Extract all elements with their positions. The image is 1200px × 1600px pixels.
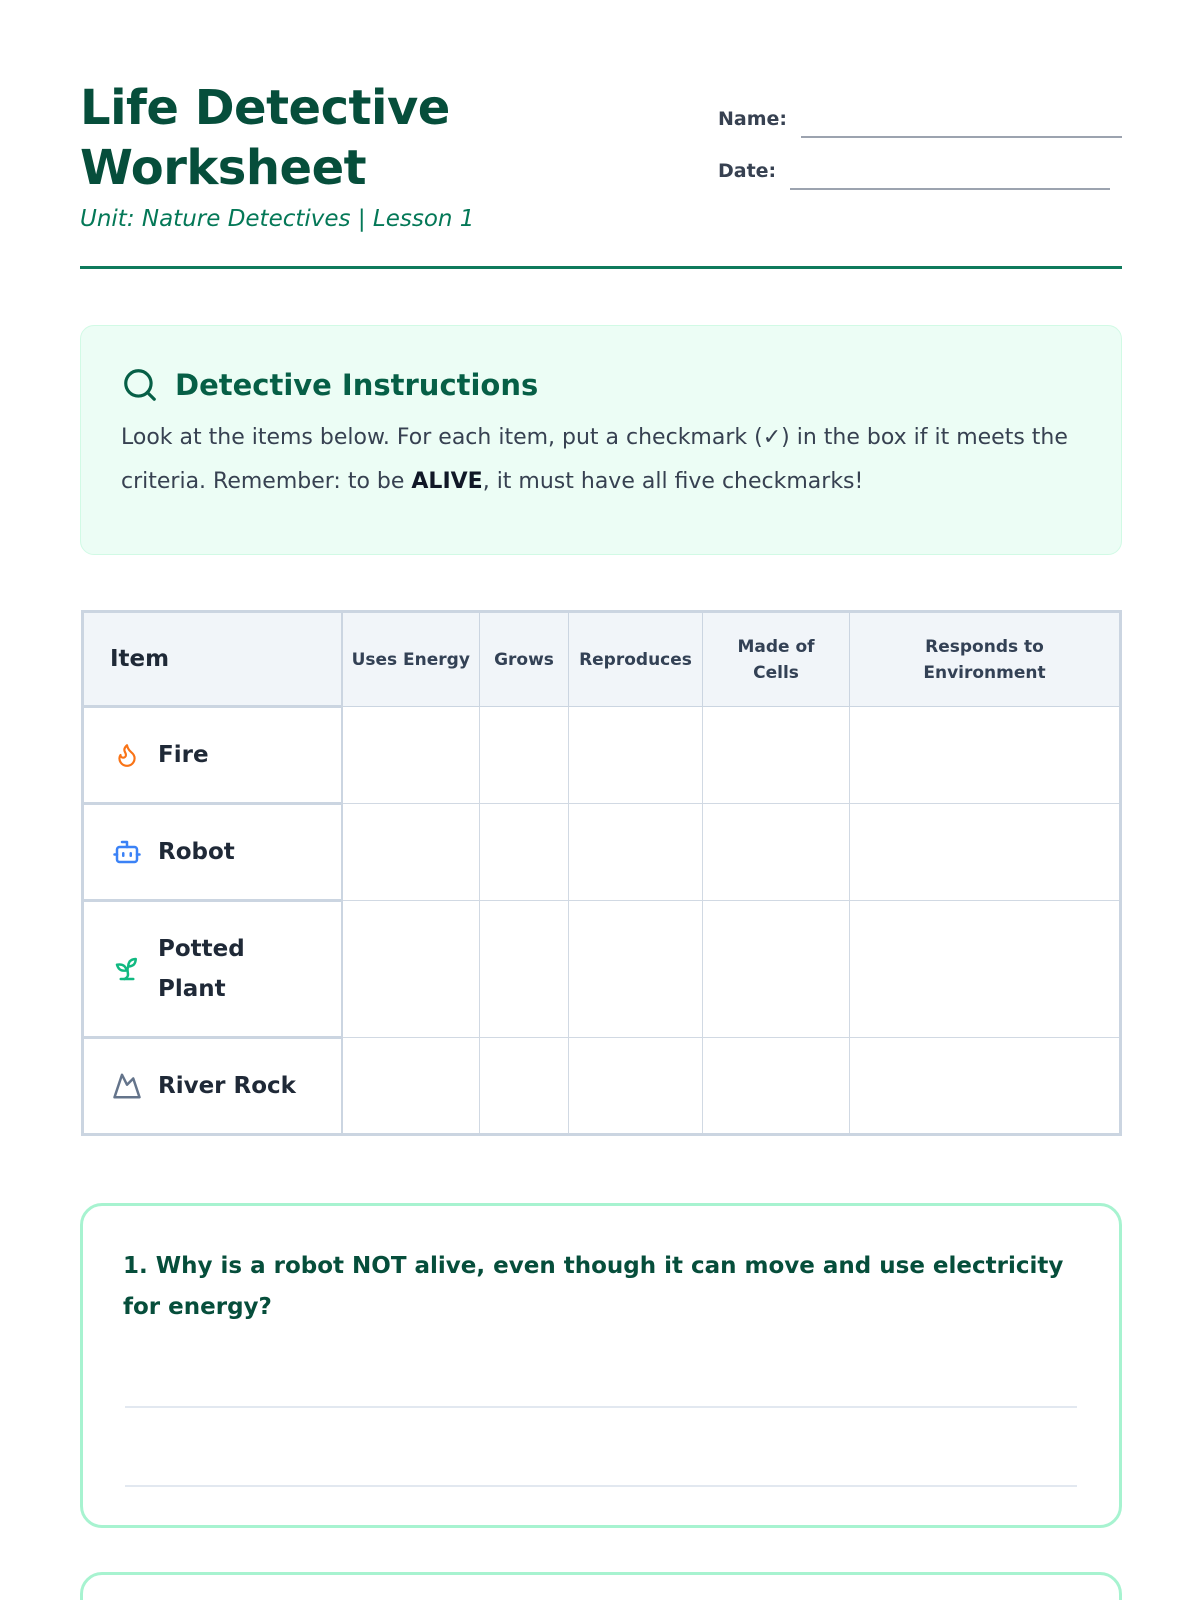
date-field[interactable] xyxy=(790,150,1110,190)
check-cell[interactable] xyxy=(703,804,850,901)
instructions-text xyxy=(121,416,1081,504)
item-robot xyxy=(112,832,341,872)
column-header-responds: Responds to Environment xyxy=(850,612,1121,707)
check-cell[interactable] xyxy=(342,804,480,901)
instructions-panel xyxy=(80,325,1122,555)
mountain-icon xyxy=(112,1071,142,1101)
check-cell[interactable] xyxy=(342,901,480,1038)
instructions-alive-emphasis: ALIVE xyxy=(411,469,483,494)
check-cell[interactable] xyxy=(850,901,1121,1038)
name-label: Name: xyxy=(718,108,788,130)
item-cell-fire xyxy=(83,707,342,804)
item-name: Robot xyxy=(158,839,235,865)
date-label: Date: xyxy=(718,160,777,182)
column-header-uses-energy: Uses Energy xyxy=(342,612,480,707)
check-cell[interactable] xyxy=(703,1038,850,1135)
flame-icon xyxy=(112,740,142,770)
check-cell[interactable] xyxy=(703,707,850,804)
name-row xyxy=(718,86,1122,138)
item-name: River Rock xyxy=(158,1073,296,1099)
item-cell-river-rock xyxy=(83,1038,342,1135)
instructions-text-before: Look at the items below. For each item, put a checkmark (✓) in the box if it meets the criteria. Remember: to be xyxy=(121,425,1068,494)
column-header-made-of-cells: Made of Cells xyxy=(703,612,850,707)
check-cell[interactable] xyxy=(480,1038,569,1135)
check-cell[interactable] xyxy=(850,1038,1121,1135)
table-row xyxy=(83,1038,1121,1135)
table-row xyxy=(83,707,1121,804)
item-name: Fire xyxy=(158,742,209,768)
item-cell-potted-plant xyxy=(83,901,342,1038)
instructions-heading xyxy=(121,366,1081,404)
life-criteria-table xyxy=(81,610,1122,1136)
item-name: Potted Plant xyxy=(158,936,245,1002)
check-cell[interactable] xyxy=(342,707,480,804)
page-title: Life Detective Worksheet xyxy=(80,80,450,196)
table-row xyxy=(83,804,1121,901)
check-cell[interactable] xyxy=(569,901,703,1038)
question-text: 1. Why is a robot NOT alive, even though it can move and use electricity for energy? xyxy=(123,1253,1064,1320)
answer-line[interactable] xyxy=(125,1406,1077,1408)
check-cell[interactable] xyxy=(850,707,1121,804)
table-header-row xyxy=(83,612,1121,707)
item-river-rock xyxy=(112,1066,341,1106)
check-cell[interactable] xyxy=(342,1038,480,1135)
question-box-2 xyxy=(80,1572,1122,1600)
name-field[interactable] xyxy=(801,98,1122,138)
check-cell[interactable] xyxy=(480,901,569,1038)
column-header-item: Item xyxy=(83,612,342,707)
worksheet-header xyxy=(80,78,1122,232)
column-header-grows: Grows xyxy=(480,612,569,707)
instructions-text-after: , it must have all five checkmarks! xyxy=(482,469,864,494)
table-row xyxy=(83,901,1121,1038)
check-cell[interactable] xyxy=(703,901,850,1038)
check-cell[interactable] xyxy=(569,707,703,804)
item-fire xyxy=(112,735,341,775)
student-info xyxy=(718,86,1122,190)
header-divider xyxy=(80,266,1122,269)
check-cell[interactable] xyxy=(480,707,569,804)
robot-icon xyxy=(112,837,142,867)
check-cell[interactable] xyxy=(850,804,1121,901)
sprout-icon xyxy=(112,954,142,984)
check-cell[interactable] xyxy=(569,804,703,901)
check-cell[interactable] xyxy=(480,804,569,901)
instructions-title: Detective Instructions xyxy=(175,368,539,402)
check-cell[interactable] xyxy=(569,1038,703,1135)
item-potted-plant xyxy=(112,929,341,1009)
item-cell-robot xyxy=(83,804,342,901)
question-box-1 xyxy=(80,1203,1122,1528)
date-row xyxy=(718,138,1122,190)
answer-line[interactable] xyxy=(125,1485,1077,1487)
search-icon xyxy=(121,366,159,404)
unit-subtitle: Unit: Nature Detectives | Lesson 1 xyxy=(80,206,475,232)
column-header-reproduces: Reproduces xyxy=(569,612,703,707)
